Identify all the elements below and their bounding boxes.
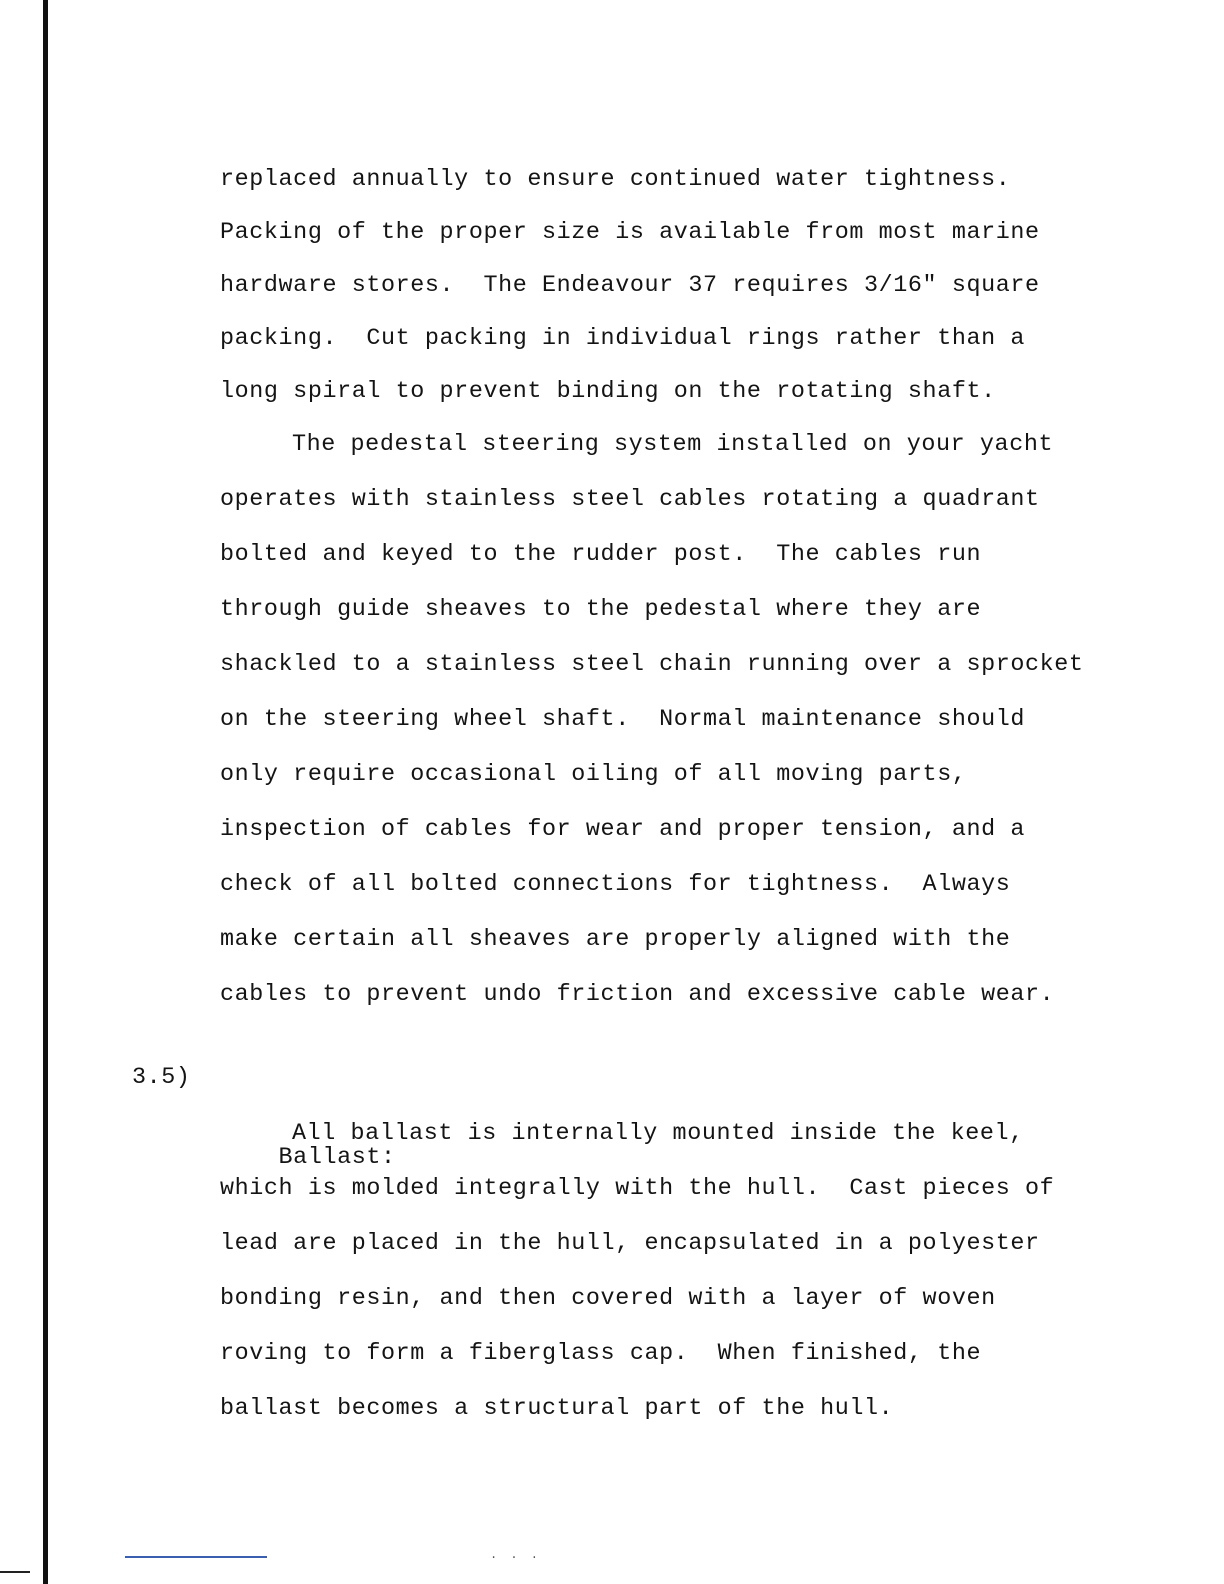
text-line: Packing of the proper size is available from most marine bbox=[220, 220, 1040, 246]
section-number: 3.5) bbox=[132, 1065, 191, 1091]
text-line: make certain all sheaves are properly aligned with the bbox=[220, 927, 1011, 953]
text-line: hardware stores. The Endeavour 37 requires 3/16" square bbox=[220, 273, 1040, 299]
text-line: replaced annually to ensure continued water tightness. bbox=[220, 167, 1011, 193]
paragraph-packing bbox=[220, 160, 1120, 425]
text-line: check of all bolted connections for tightness. Always bbox=[220, 872, 1011, 898]
text-line: lead are placed in the hull, encapsulated in a polyester bbox=[220, 1231, 1040, 1257]
text-line: operates with stainless steel cables rotating a quadrant bbox=[220, 487, 1040, 513]
text-line: packing. Cut packing in individual rings rather than a bbox=[220, 326, 1026, 352]
text-line: shackled to a stainless steel chain running over a sprocket bbox=[220, 652, 1084, 678]
text-line: bonding resin, and then covered with a layer of woven bbox=[220, 1286, 996, 1312]
text-line: roving to form a fiberglass cap. When finished, the bbox=[220, 1341, 982, 1367]
footer-scan-marks: . . . bbox=[490, 1548, 542, 1562]
text-line: The pedestal steering system installed on your yacht bbox=[292, 432, 1054, 458]
paragraph-steering bbox=[220, 425, 1120, 1030]
text-line: inspection of cables for wear and proper tension, and a bbox=[220, 817, 1026, 843]
text-line: All ballast is internally mounted inside the keel, bbox=[292, 1121, 1024, 1147]
text-line: cables to prevent undo friction and excessive cable wear. bbox=[220, 982, 1055, 1008]
text-line: only require occasional oiling of all moving parts, bbox=[220, 762, 967, 788]
page-binding-edge bbox=[43, 0, 48, 1584]
footer-rule bbox=[125, 1556, 267, 1558]
text-line: ballast becomes a structural part of the hull. bbox=[220, 1396, 894, 1422]
text-line: long spiral to prevent binding on the rotating shaft. bbox=[220, 379, 996, 405]
document-body bbox=[132, 160, 1120, 1444]
text-line: on the steering wheel shaft. Normal maintenance should bbox=[220, 707, 1026, 733]
section-title: Ballast: bbox=[278, 1145, 396, 1171]
text-line: through guide sheaves to the pedestal where they are bbox=[220, 597, 982, 623]
text-line: bolted and keyed to the rudder post. The cables run bbox=[220, 542, 982, 568]
text-line: which is molded integrally with the hull. Cast pieces of bbox=[220, 1176, 1055, 1202]
edge-tick-mark bbox=[0, 1571, 30, 1573]
